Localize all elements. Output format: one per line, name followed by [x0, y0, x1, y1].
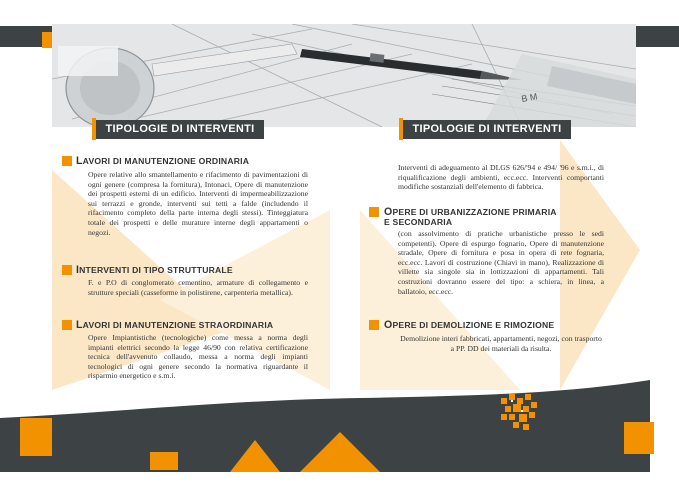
section-title-manutenzione-ordinaria: LAVORI DI MANUTENZIONE ORDINARIA	[76, 155, 250, 167]
section-marker	[369, 320, 379, 330]
left-page-title: TIPOLOGIE DI INTERVENTI	[96, 120, 264, 139]
section-body-interventi-strutturali: F. e P.O di conglomerato cementino, armature di collegamento e strutture speciali (casseforme in polistirene, carpenteria metallica).	[88, 278, 308, 297]
bottom-right-orange-block	[624, 422, 654, 454]
section-marker	[62, 156, 72, 166]
section-title-manutenzione-straordinaria: LAVORI DI MANUTENZIONE STRAORDINARIA	[76, 319, 274, 331]
drawing-tools-illustration	[52, 24, 636, 127]
bottom-left-orange-block	[20, 418, 52, 456]
section-title-interventi-strutturali: INTERVENTI DI TIPO STRUTTURALE	[76, 264, 233, 276]
section-body-manutenzione-ordinaria: Opere relative allo smantellamento e rifacimento di pavimentazioni di ogni genere (compresa la fornitura), Intonaci, Opere di manutenzione dei prospetti esterni di un edificio. Interventi di impermeabilizzazione sui terrazzi e gronde, interventi sui tetti a falde (includendo il rifacimento completo della parte interna degli stessi). Tinteggiatura totale dei prospetti e delle murature interne degli appartamenti o negozi.	[88, 170, 308, 237]
section-body-urbanizzazione: (con assolvimento di pratiche urbanistiche presso le sedi competenti). Opere di espurgo fognario, Opere di manutenzione stradale, Opere di fornitura e posa in opera di rete fognaria, ecc.ecc. Lavori di costruzione (Chiavi in mano), Realizzazione di villette sia singole sia in lottizzazioni di appartamenti. Tali costruzioni dovranno essere del tipo: a schiera, in linea, a ballatoio, ecc.ecc.	[398, 229, 604, 296]
photo-label: B M	[520, 91, 539, 104]
intro-paragraph: Interventi di adeguamento al DLGS 626/'94 e 494/ '96 e s.m.i., di riqualificazione degli ambienti, ecc.ecc. Interventi comportanti modifiche sostanziali dell'elemento di fabbrica.	[398, 163, 604, 192]
section-marker	[62, 265, 72, 275]
section-title-demolizione: OPERE DI DEMOLIZIONE E RIMOZIONE	[384, 319, 555, 331]
section-body-manutenzione-straordinaria: Opere Impiantistiche (tecnologiche) come messa a norma degli impianti elettrici secondo la legge 46/90 con relativa certificazione tecnica dell'avvenuto collaudo, messa a norma degli impianti tecnologici di ogni genere secondo la normativa riguardante il risparmio energetico e s.m.i.	[88, 333, 308, 381]
section-title-urbanizzazione: OPERE DI URBANIZZAZIONE PRIMARIA E SECONDARIA	[384, 206, 557, 227]
bottom-wave	[0, 370, 679, 500]
header-photo	[52, 24, 636, 127]
section-body-demolizione: Demolizione interi fabbricati, appartamenti, negozi, con trasporto a PP. DD dei materiali da risulta.	[400, 334, 602, 353]
bottom-orange-strip-left	[150, 452, 178, 470]
section-marker	[62, 320, 72, 330]
right-page-title: TIPOLOGIE DI INTERVENTI	[403, 120, 571, 139]
company-logo-icon	[497, 392, 541, 432]
section-marker	[369, 207, 379, 217]
